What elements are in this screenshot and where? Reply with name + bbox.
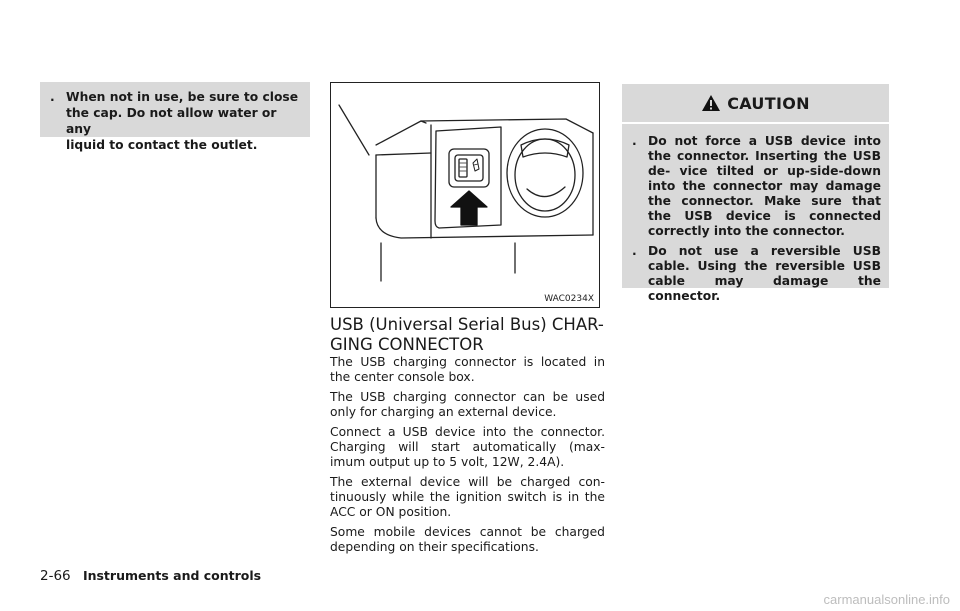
paragraph: The external device will be charged con- tinuously while the ignition switch is in the ACC or ON position. bbox=[330, 475, 605, 519]
figure-code: WAC0234X bbox=[544, 294, 594, 304]
warning-triangle-icon bbox=[701, 94, 721, 112]
paragraph: The USB charging connector can be used only for charging an external device. bbox=[330, 390, 605, 419]
page-number: 2-66 bbox=[40, 568, 71, 584]
note-bullet: . bbox=[50, 90, 55, 104]
section-body bbox=[330, 355, 605, 560]
caution-header bbox=[622, 84, 889, 124]
usb-connector-illustration bbox=[330, 82, 600, 308]
paragraph: Connect a USB device into the connector. Charging will start automatically (max- imum output up to 5 volt, 12W, 2.4A). bbox=[330, 425, 605, 469]
caution-bullet: . bbox=[632, 244, 637, 258]
caution-bullet: . bbox=[632, 134, 637, 148]
caution-text: Do not use a reversible USB cable. Using the reversible USB cable may damage the connector. bbox=[648, 244, 881, 303]
footer-section-name: Instruments and controls bbox=[82, 568, 262, 583]
note-line: liquid to contact the outlet. bbox=[66, 138, 258, 152]
note-text bbox=[66, 89, 302, 153]
page-footer bbox=[40, 568, 261, 584]
section-title-line: USB (Universal Serial Bus) CHAR- bbox=[330, 315, 604, 334]
watermark: carmanualsonline.info bbox=[823, 592, 950, 607]
section-title bbox=[330, 315, 605, 355]
caution-list bbox=[622, 124, 889, 304]
note-line: the cap. Do not allow water or any bbox=[66, 106, 277, 136]
section-title-line: GING CONNECTOR bbox=[330, 335, 484, 354]
caution-item bbox=[632, 244, 881, 304]
note-box bbox=[40, 82, 310, 152]
paragraph: The USB charging connector is located in the center console box. bbox=[330, 355, 605, 384]
caution-item bbox=[632, 134, 881, 239]
note-line: When not in use, be sure to close bbox=[66, 90, 299, 104]
console-drawing bbox=[331, 83, 599, 307]
caution-title: CAUTION bbox=[727, 93, 810, 113]
caution-text: Do not force a USB device into the connector. Inserting the USB de- vice tilted or up-side-down into the connector may damage the connector. Make sure that the USB device is connected correctly into the connector. bbox=[648, 134, 881, 238]
paragraph: Some mobile devices cannot be charged depending on their specifications. bbox=[330, 525, 605, 554]
note-item bbox=[50, 89, 302, 153]
caution-box bbox=[622, 84, 889, 303]
